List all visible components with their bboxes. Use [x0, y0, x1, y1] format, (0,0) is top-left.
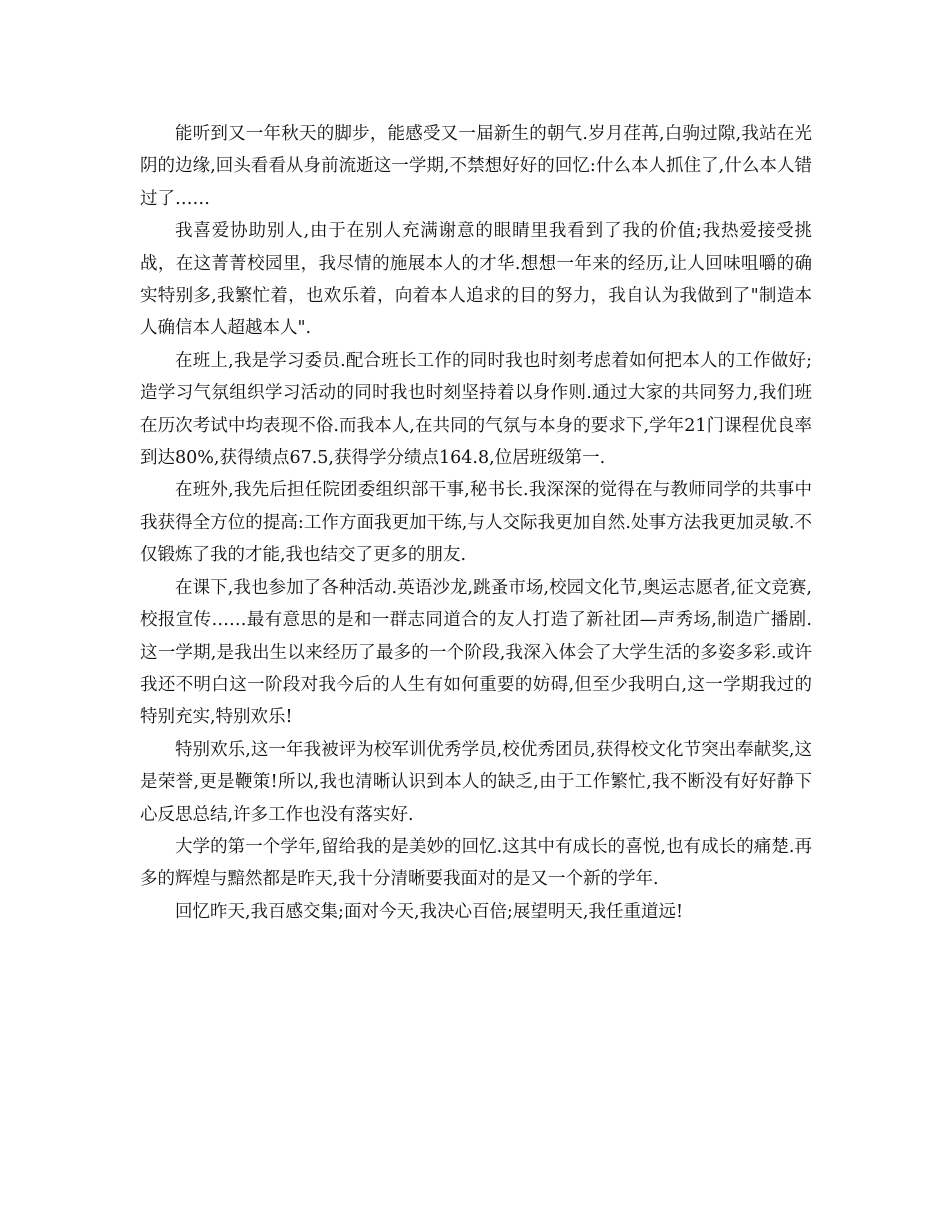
paragraph-activities: 在课下,我也参加了各种活动.英语沙龙,跳蚤市场,校园文化节,奥运志愿者,征文竞赛,校报宣传……最有意思的是和一群志同道合的友人打造了新社团—声秀场,制造广播剧.这一学期,是我出生以来经历了最多的一个阶段,我深入体会了大学生活的多姿多彩.或许我还不明白这一阶段对我今后的人生有如何重要的妨碍,但至少我明白,这一学期我过的特别充实,特别欢乐!: [140, 577, 812, 728]
paragraph-first-year: 大学的第一个学年,留给我的是美妙的回忆.这其中有成长的喜悦,也有成长的痛楚.再多的辉煌与黯然都是昨天,我十分清晰要我面对的是又一个新的学年.: [140, 836, 812, 890]
paragraph-intro: 能听到又一年秋天的脚步，能感受又一届新生的朝气.岁月荏苒,白驹过隙,我站在光阴的边缘,回头看看从身前流逝这一学期,不禁想好好的回忆:什么本人抓住了,什么本人错过了……: [140, 124, 812, 209]
paragraph-helping-others: 我喜爱协助别人,由于在别人充满谢意的眼睛里我看到了我的价值;我热爱接受挑战，在这菁菁校园里，我尽情的施展本人的才华.想想一年来的经历,让人回味咀嚼的确实特别多,我繁忙着，也欢乐着，向着本人追求的目的努力，我自认为我做到了"制造本人确信本人超越本人".: [140, 221, 812, 339]
paragraph-outside-class: 在班外,我先后担任院团委组织部干事,秘书长.我深深的觉得在与教师同学的共事中我获得全方位的提高:工作方面我更加干练,与人交际我更加自然.处事方法我更加灵敏.不仅锻炼了我的才能,我也结交了更多的朋友.: [140, 480, 812, 566]
paragraph-honors: 特别欢乐,这一年我被评为校军训优秀学员,校优秀团员,获得校文化节突出奉献奖,这是荣誉,更是鞭策!所以,我也清晰认识到本人的缺乏,由于工作繁忙,我不断没有好好静下心反思总结,许多工作也没有落实好.: [140, 739, 812, 825]
paragraph-in-class: 在班上,我是学习委员.配合班长工作的同时我也时刻考虑着如何把本人的工作做好;造学习气氛组织学习活动的同时我也时刻坚持着以身作则.通过大家的共同努力,我们班在历次考试中均表现不俗.而我本人,在共同的气氛与本身的要求下,学年21门课程优良率到达80%,获得绩点67.5,获得学分绩点164.8,位居班级第一.: [140, 350, 812, 469]
document-body: [140, 118, 812, 928]
paragraph-closing: 回忆昨天,我百感交集;面对今天,我决心百倍;展望明天,我任重道远!: [175, 901, 684, 922]
